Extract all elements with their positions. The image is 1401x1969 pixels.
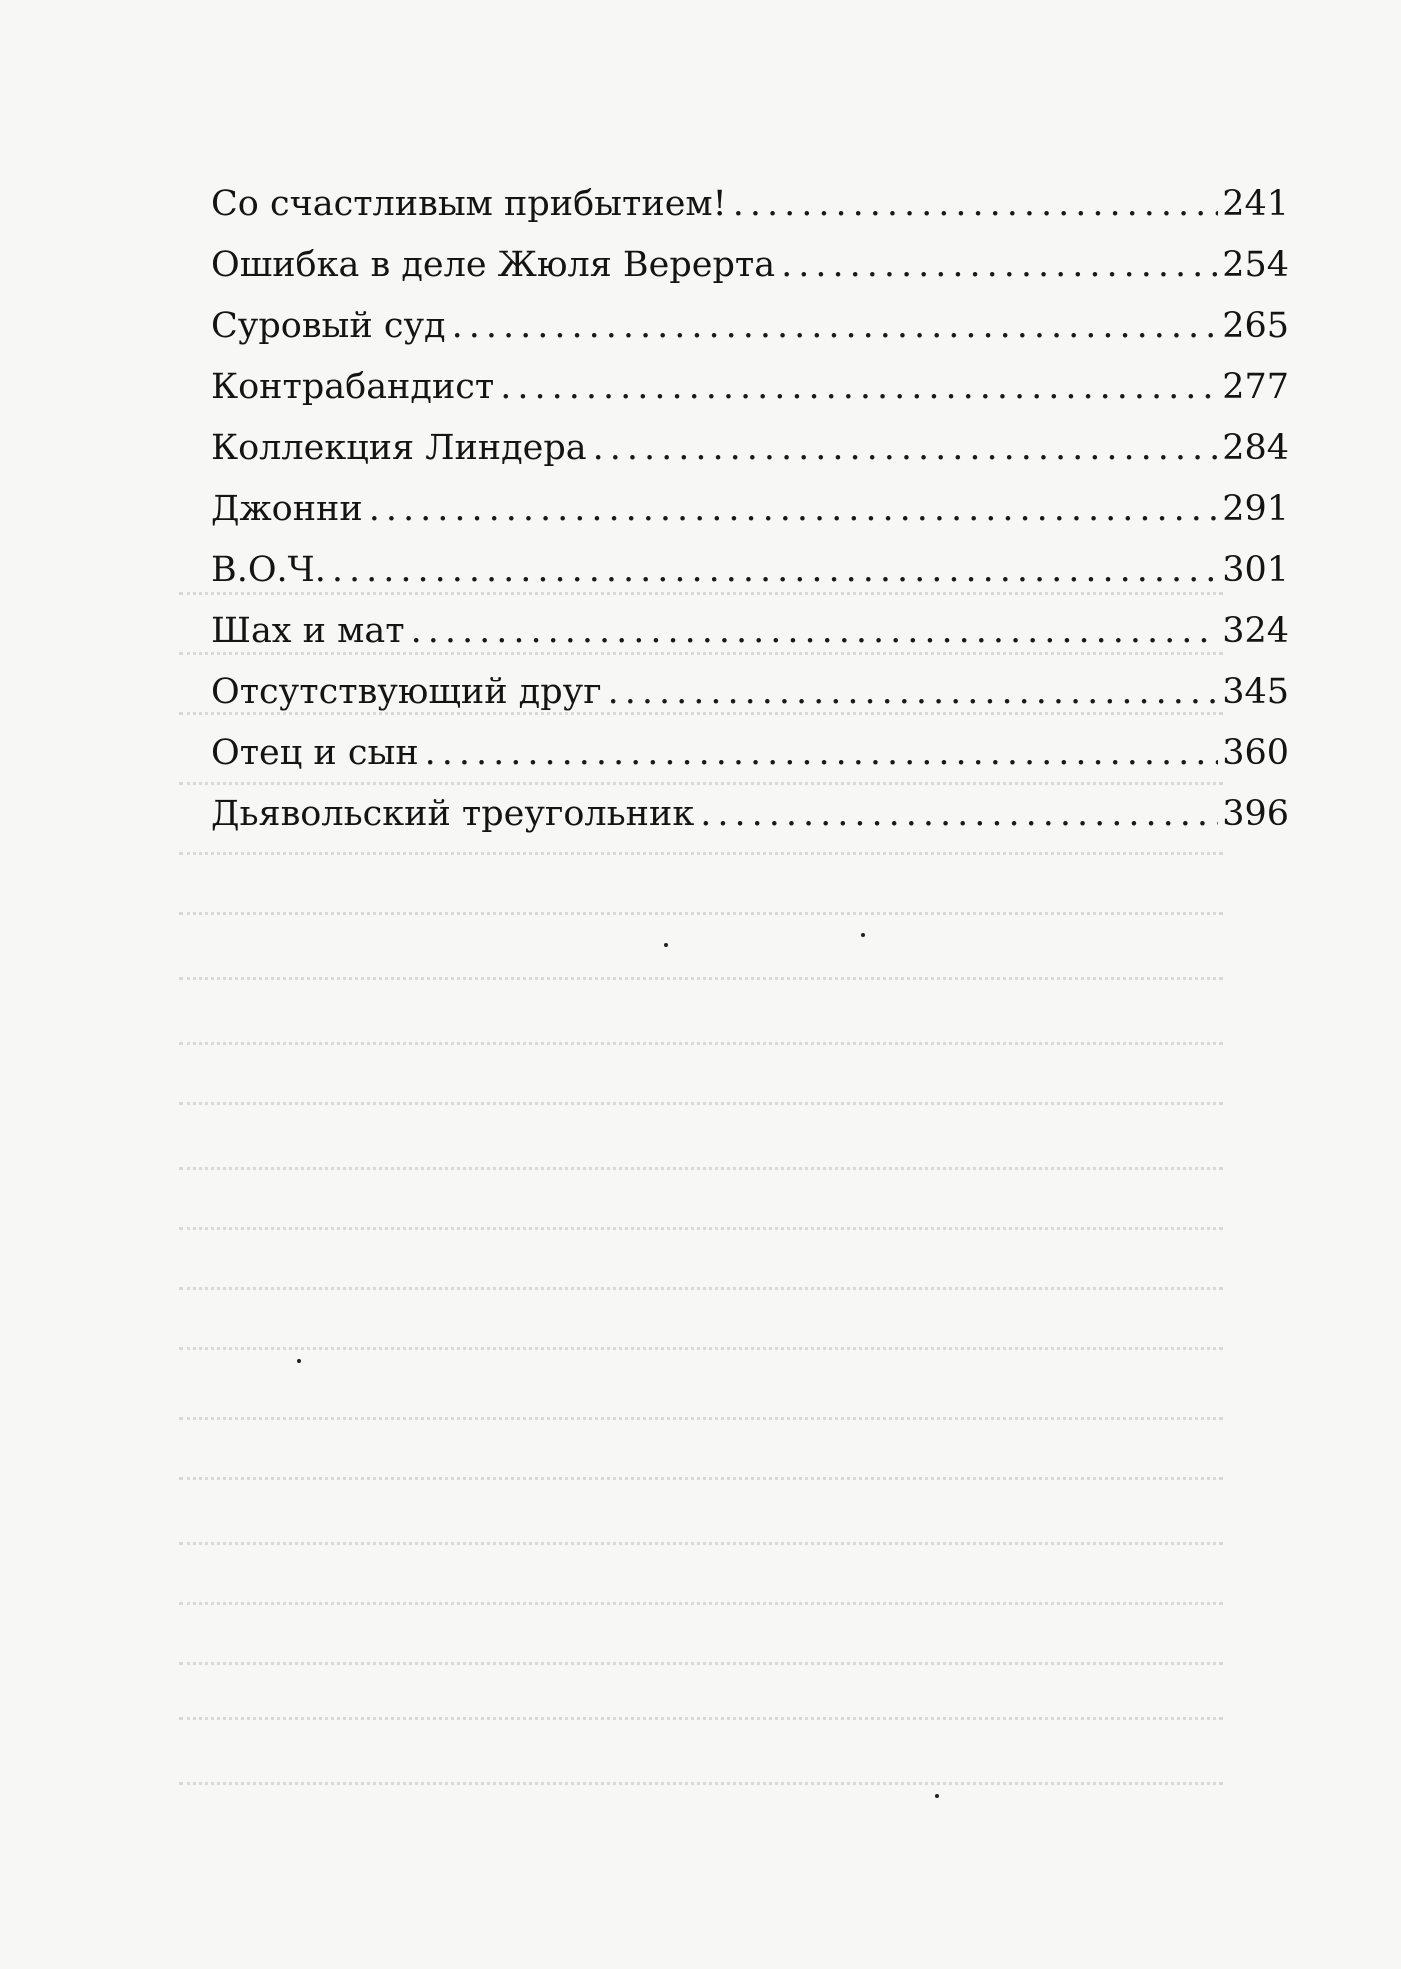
toc-entry-title: Со счастливым прибытием!: [211, 184, 727, 224]
show-through-row: [171, 1355, 1231, 1395]
toc-entry: [211, 605, 1289, 666]
dot-leader: [369, 483, 1218, 536]
show-through-row: [171, 1050, 1231, 1090]
dot-leader: [411, 605, 1219, 658]
toc-entry: [211, 544, 1289, 605]
toc-entry-page: 265: [1222, 306, 1289, 346]
toc-entry-title: Суровый суд: [211, 306, 446, 346]
toc-entry: [211, 300, 1289, 361]
toc-entry-title: Шах и мат: [211, 611, 405, 651]
toc-entry-page: 345: [1222, 672, 1289, 712]
toc-entry-page: 241: [1222, 184, 1289, 224]
show-through-row: [171, 1485, 1231, 1525]
paper-speck: [297, 1359, 301, 1363]
show-through-row: [171, 1110, 1231, 1150]
toc-entry-title: Коллекция Линдера: [211, 428, 587, 468]
toc-entry-title: Контрабандист: [211, 367, 495, 407]
toc-entry: [211, 361, 1289, 422]
show-through-row: [171, 1175, 1231, 1215]
toc-entry-page: 254: [1222, 245, 1289, 285]
toc-entry: [211, 666, 1289, 727]
paper-speck: [935, 1794, 939, 1798]
dot-leader: [500, 361, 1218, 414]
paper-speck: [861, 933, 865, 937]
dot-leader: [608, 666, 1219, 719]
toc-entry-page: 301: [1222, 550, 1289, 590]
show-through-row: [171, 1610, 1231, 1650]
toc-entry: [211, 727, 1289, 788]
toc-entry-title: Джонни: [211, 489, 363, 529]
toc-entry: [211, 788, 1289, 849]
toc-entry: [211, 422, 1289, 483]
show-through-row: [171, 1295, 1231, 1335]
show-through-row: [171, 1790, 1231, 1830]
dot-leader: [425, 727, 1219, 780]
dot-leader: [700, 788, 1218, 841]
dot-leader: [452, 300, 1219, 353]
toc-entry-title: Отец и сын: [211, 733, 419, 773]
toc-entry: [211, 483, 1289, 544]
toc-entry-title: Дьявольский треугольник: [211, 794, 695, 834]
toc-entry: [211, 239, 1289, 300]
show-through-row: [171, 1725, 1231, 1765]
dot-leader: [781, 239, 1218, 292]
toc-entry-page: 291: [1222, 489, 1289, 529]
show-through-row: [171, 1425, 1231, 1465]
toc-entry-page: 284: [1222, 428, 1289, 468]
toc-entry-title: Ошибка в деле Жюля Верерта: [211, 245, 776, 285]
toc-entry-page: 396: [1222, 794, 1289, 834]
table-of-contents: [211, 178, 1289, 849]
show-through-row: [171, 860, 1231, 900]
toc-entry-page: 360: [1222, 733, 1289, 773]
show-through-row: [171, 1670, 1231, 1710]
show-through-row: [171, 920, 1231, 960]
dot-leader: [593, 422, 1219, 475]
toc-entry-title: В.О.Ч.: [211, 550, 326, 590]
dot-leader: [332, 544, 1218, 597]
show-through-row: [171, 1550, 1231, 1590]
toc-entry-page: 324: [1222, 611, 1289, 651]
show-through-row: [171, 985, 1231, 1025]
toc-entry-page: 277: [1222, 367, 1289, 407]
toc-entry-title: Отсутствующий друг: [211, 672, 602, 712]
toc-entry: [211, 178, 1289, 239]
show-through-row: [171, 1235, 1231, 1275]
dot-leader: [733, 178, 1218, 231]
paper-speck: [664, 943, 668, 947]
